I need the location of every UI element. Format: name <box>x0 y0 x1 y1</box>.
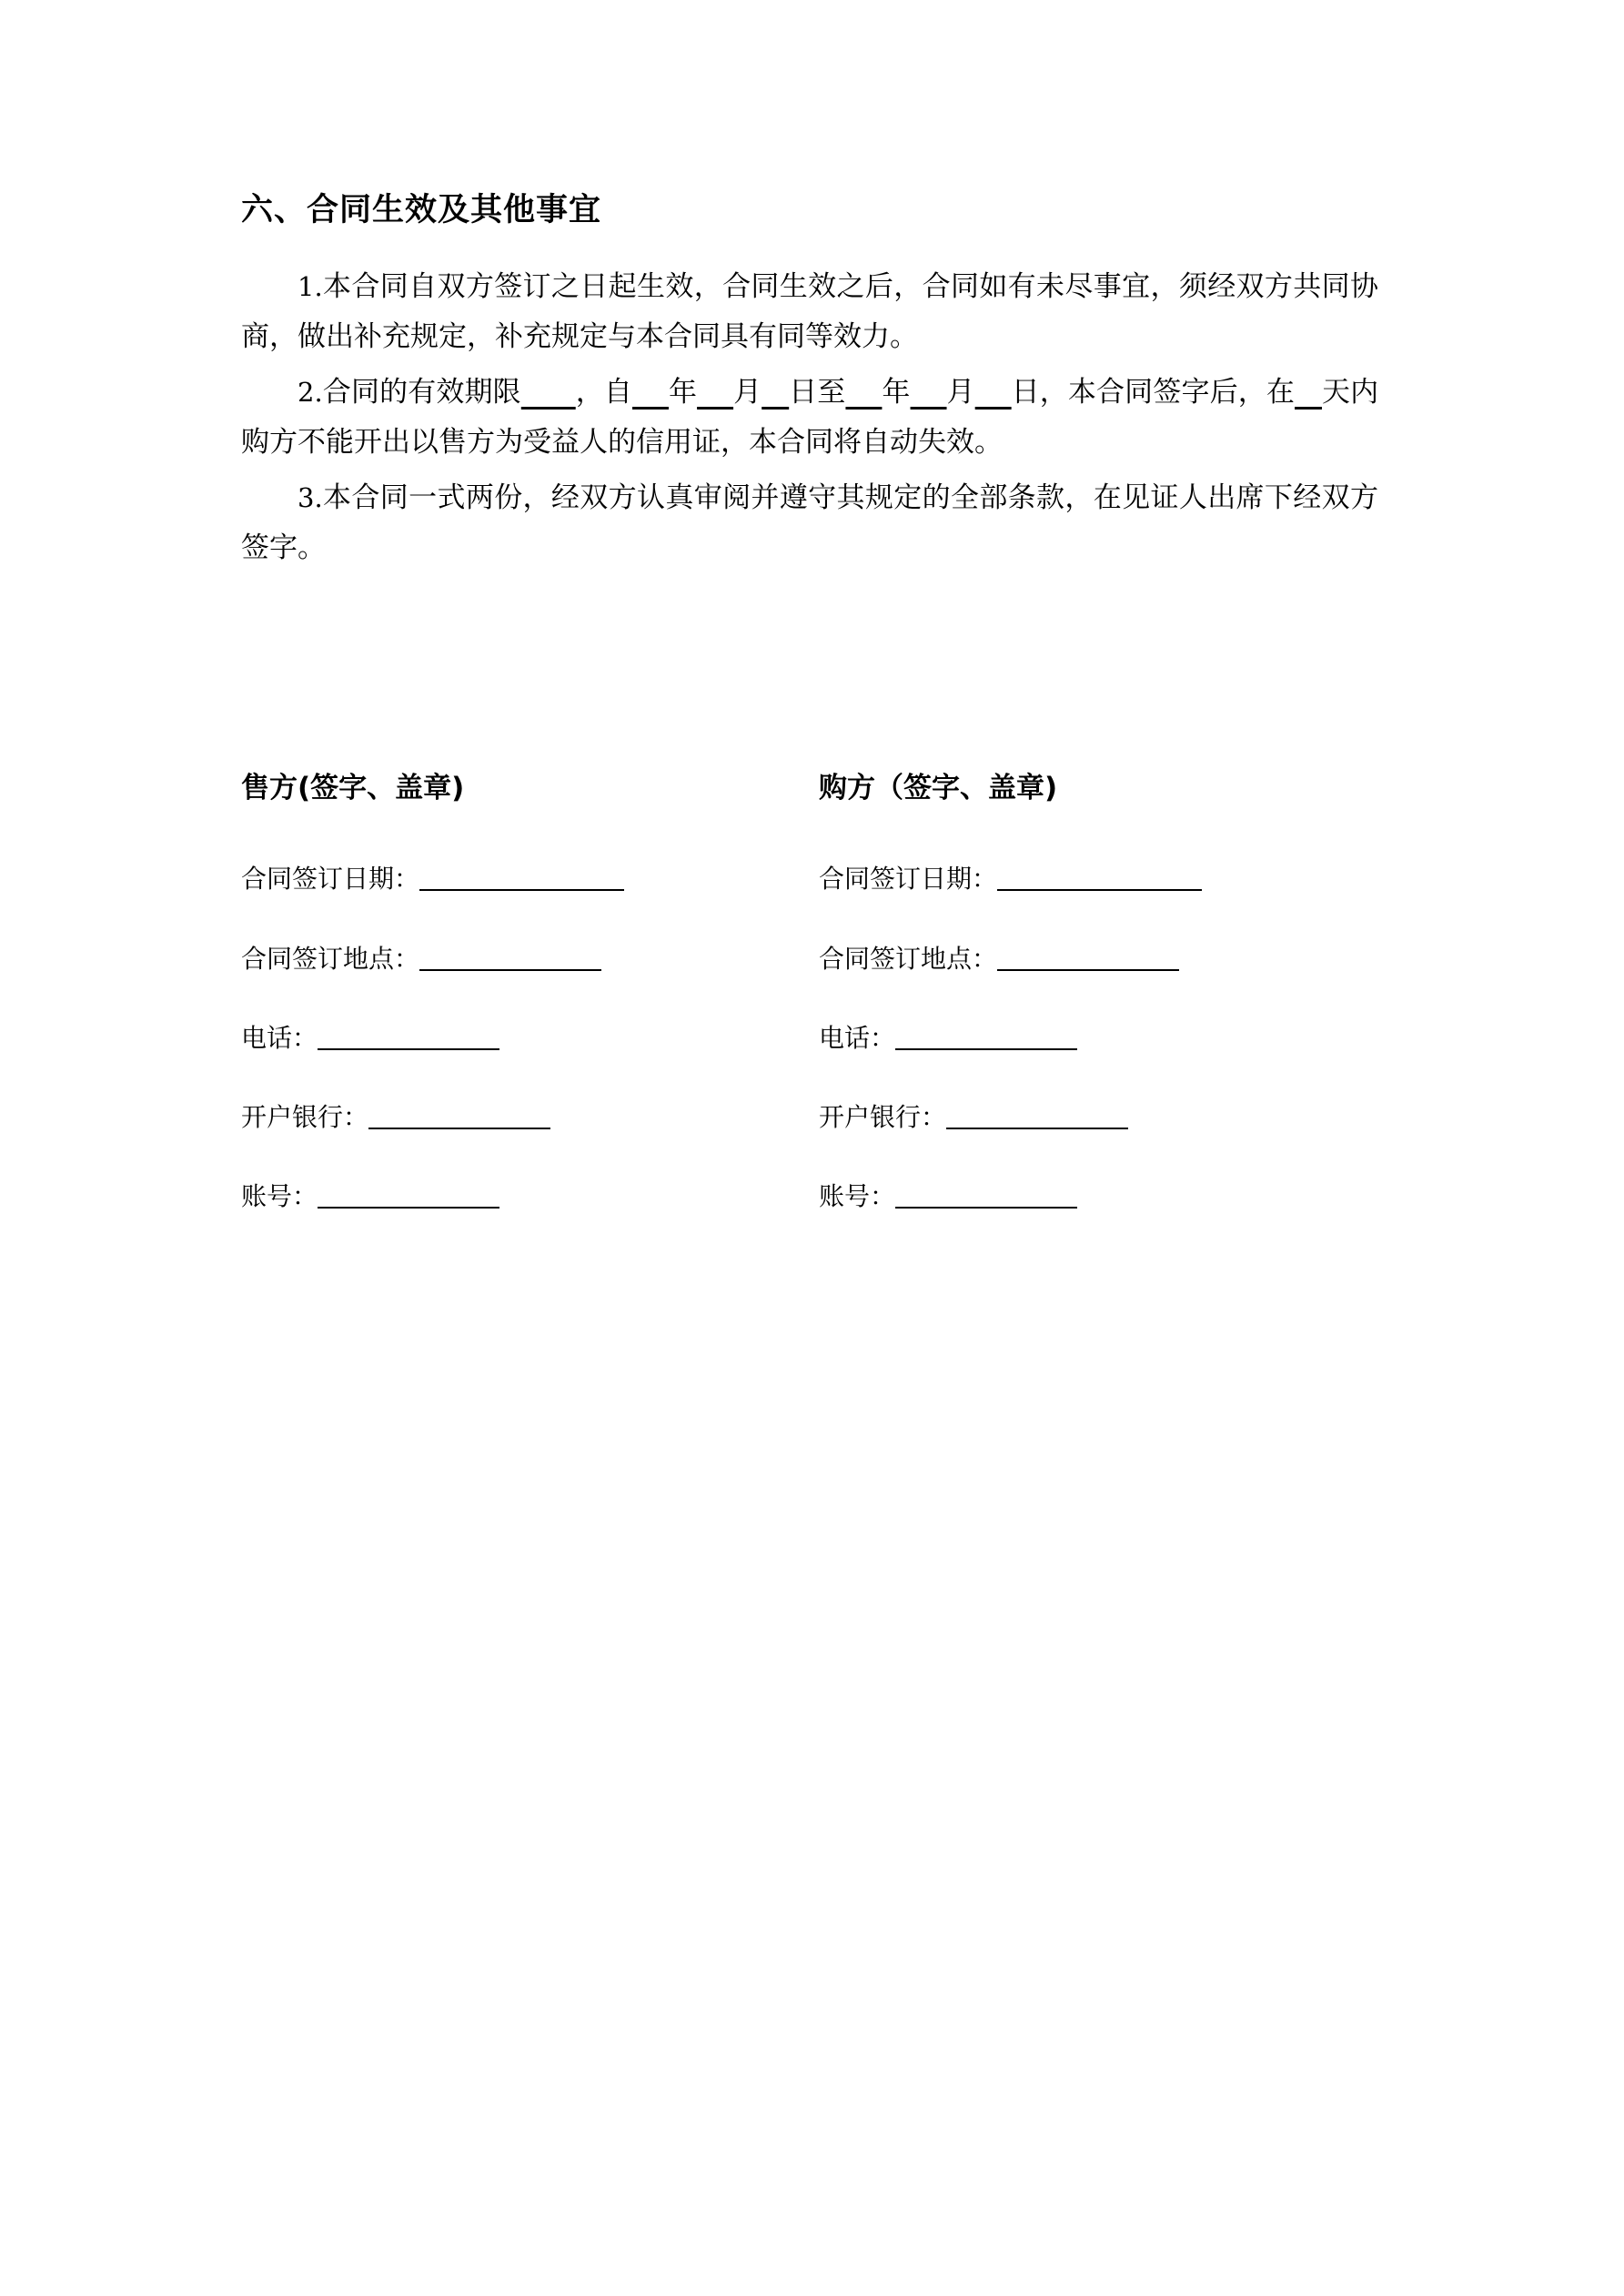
paragraph-2-text-4: 月 <box>733 375 762 409</box>
section-heading: 六、合同生效及其他事宜 <box>241 192 602 228</box>
seller-account-blank[interactable] <box>318 1207 499 1209</box>
paragraph-3 <box>241 473 1378 573</box>
buyer-bank-row <box>819 1099 1387 1135</box>
blank-validity-period <box>521 376 576 409</box>
seller-account-row <box>241 1178 810 1214</box>
seller-phone-blank[interactable] <box>318 1048 499 1050</box>
blank-days-count <box>1295 376 1322 409</box>
buyer-phone-blank[interactable] <box>895 1048 1077 1050</box>
buyer-contract-date-blank[interactable] <box>997 889 1202 891</box>
paragraph-1-text: 本合同自双方签订之日起生效，合同生效之后，合同如有未尽事宜，须经双方共同协商，做出补充规定，补充规定与本合同具有同等效力。 <box>241 269 1378 353</box>
seller-bank-blank[interactable] <box>368 1128 550 1129</box>
buyer-bank-label: 开户银行： <box>819 1101 947 1132</box>
buyer-contract-date-label: 合同签订日期： <box>819 864 998 895</box>
seller-account-label: 账号： <box>241 1181 318 1212</box>
buyer-contract-place-label: 合同签订地点： <box>819 943 998 974</box>
paragraph-2 <box>241 368 1378 468</box>
paragraph-2-text-3: 年 <box>668 375 698 409</box>
paragraph-1 <box>241 262 1378 362</box>
seller-phone-label: 电话： <box>241 1022 318 1053</box>
paragraph-3-number: 3. <box>298 482 323 514</box>
seller-contract-date-label: 合同签订日期： <box>241 864 420 895</box>
paragraph-2-text-5: 日至 <box>789 375 846 409</box>
document-body <box>241 187 1378 580</box>
blank-start-day <box>762 376 789 409</box>
seller-phone-row <box>241 1020 810 1056</box>
blank-start-month <box>697 376 733 409</box>
paragraph-2-text-8: 日，本合同签字后，在 <box>1011 375 1295 409</box>
paragraph-1-number: 1. <box>298 270 323 302</box>
blank-start-year <box>632 376 669 409</box>
buyer-heading: 购方（签字、盖章) <box>819 772 1058 804</box>
blank-end-day <box>975 376 1012 409</box>
buyer-signature-column <box>810 769 1387 1258</box>
seller-contract-date-row <box>241 861 810 896</box>
seller-signature-column <box>241 769 810 1258</box>
buyer-contract-place-row <box>819 941 1387 976</box>
blank-end-month <box>911 376 947 409</box>
signature-section <box>241 769 1387 1258</box>
buyer-contract-place-blank[interactable] <box>997 969 1179 971</box>
buyer-account-row <box>819 1178 1387 1214</box>
paragraph-3-text: 本合同一式两份，经双方认真审阅并遵守其规定的全部条款，在见证人出席下经双方签字。 <box>241 481 1378 565</box>
buyer-bank-blank[interactable] <box>946 1128 1128 1129</box>
blank-end-year <box>845 376 882 409</box>
paragraph-2-text-7: 月 <box>946 375 975 409</box>
seller-bank-label: 开户银行： <box>241 1101 369 1132</box>
buyer-phone-label: 电话： <box>819 1022 896 1053</box>
buyer-contract-date-row <box>819 861 1387 896</box>
seller-contract-date-blank[interactable] <box>419 889 624 891</box>
seller-heading: 售方(签字、盖章) <box>241 772 465 804</box>
paragraph-2-text-9: 天内购方不能开出以售方为受益人的信用证，本合同将自动失效。 <box>241 375 1379 460</box>
seller-contract-place-row <box>241 941 810 976</box>
buyer-account-blank[interactable] <box>895 1207 1077 1209</box>
seller-contract-place-label: 合同签订地点： <box>241 943 420 974</box>
paragraph-2-text-6: 年 <box>882 375 911 409</box>
buyer-account-label: 账号： <box>819 1181 896 1212</box>
buyer-phone-row <box>819 1020 1387 1056</box>
seller-bank-row <box>241 1099 810 1135</box>
paragraph-2-number: 2. <box>298 376 323 408</box>
seller-contract-place-blank[interactable] <box>419 969 601 971</box>
paragraph-2-text-1: 合同的有效期限 <box>322 375 521 409</box>
paragraph-2-text-2: ，自 <box>575 375 632 409</box>
